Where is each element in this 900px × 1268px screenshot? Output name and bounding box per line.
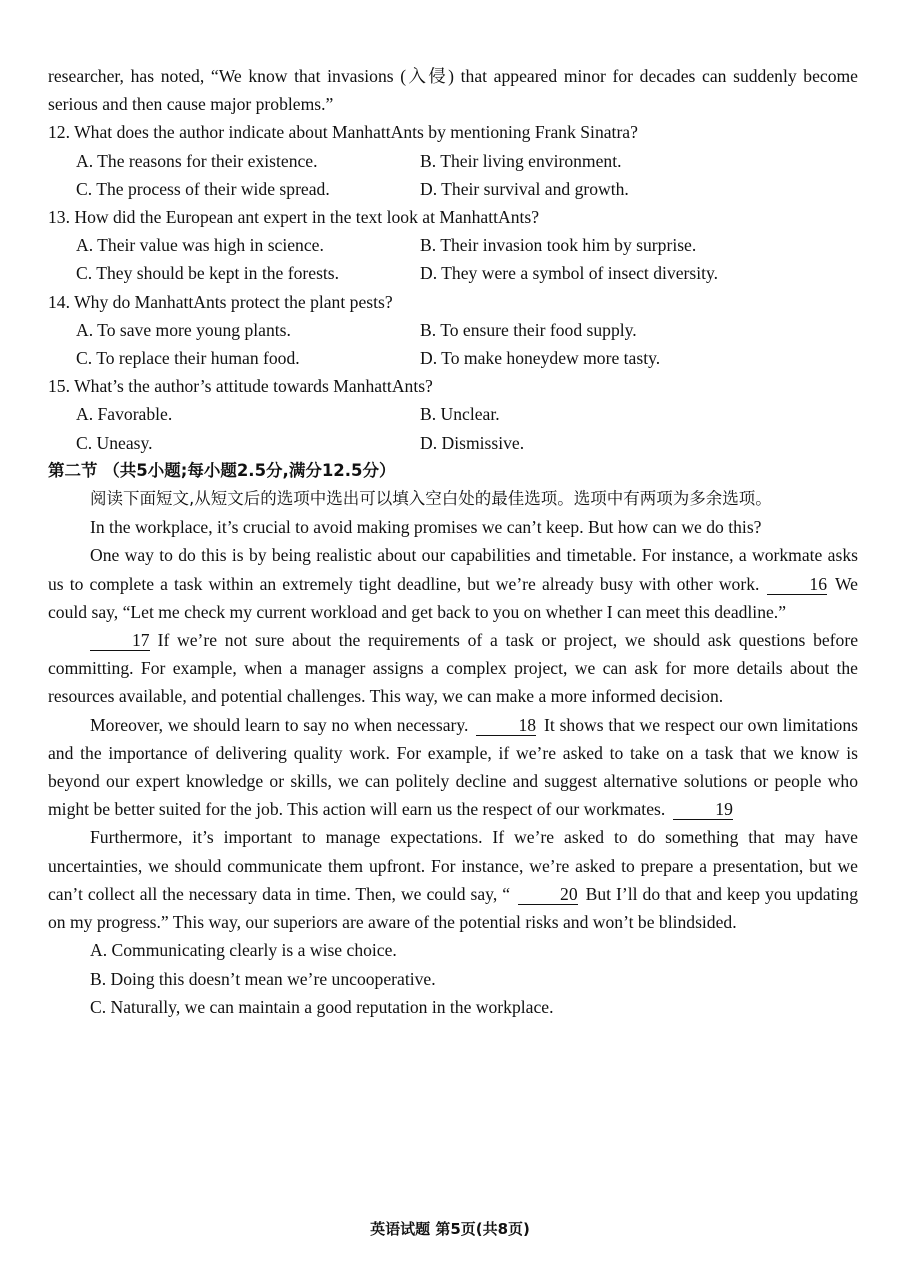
option-b: B. Unclear. (420, 404, 500, 425)
paragraph-text: Furthermore, it’s important to manage expectations. If we’re asked to do something that may have uncertainties, we should communicate them upfront. For instance, we’re asked to prepare a presentation, but we can’t collect all the necessary data in time. Then, we could say, (48, 827, 858, 904)
section-title: 第二节 （共5小题;每小题2.5分,满分12.5分） (48, 460, 396, 480)
quote-mark: “ (502, 883, 511, 904)
paragraph-text: One way to do this is by being realistic about our capabilities and timetable. For instance, a workmate asks us to complete a task within an extremely tight deadline, but we’re already busy with other work. (48, 545, 858, 594)
option-b: B. To ensure their food supply. (420, 319, 637, 340)
option-d: D. To make honeydew more tasty. (420, 348, 661, 369)
question-14 (48, 288, 858, 373)
choice-a: A. Communicating clearly is a wise choice. (90, 940, 397, 961)
option-c: C. The process of their wide spread. (76, 178, 330, 199)
exam-page (48, 62, 858, 1021)
option-d: D. They were a symbol of insect diversity. (420, 263, 719, 284)
blank-19: 19 (673, 799, 733, 820)
choice-b: B. Doing this doesn’t mean we’re uncooperative. (90, 968, 436, 989)
question-stem: 14. Why do ManhattAnts protect the plant pests? (48, 291, 393, 312)
passage-paragraph-2 (48, 541, 858, 626)
blank-17: 17 (90, 630, 150, 651)
blank-20: 20 (518, 884, 578, 905)
option-a: A. Their value was high in science. (76, 235, 324, 256)
option-a: A. To save more young plants. (76, 319, 291, 340)
paragraph-text: But I’ll do that and keep you updating on my progress.” This way, our superiors are aware of the potential risks and won’t be blindsided. (48, 883, 858, 933)
option-a: A. The reasons for their existence. (76, 150, 318, 171)
page-footer: 英语试题 第5页(共8页) (370, 1220, 530, 1238)
option-a: A. Favorable. (76, 404, 173, 425)
paragraph-text: It shows that we respect our own limitations and the importance of delivering quality work. For example, if we’re asked to take on a task that we know is beyond our expert knowledge or skills, we can politely decline and suggest alternative solutions or people who might be better suited for the job. This action will earn us the respect of our workmates. (48, 714, 859, 820)
option-d: D. Their survival and growth. (420, 178, 629, 199)
passage-paragraph-1: In the workplace, it’s crucial to avoid making promises we can’t keep. But how can we do this? (90, 517, 762, 538)
passage-paragraph-4 (48, 711, 858, 824)
option-c: C. Uneasy. (76, 432, 153, 453)
paragraph-text: We could say, “Let me check my current workload and get back to you on whether I can meet this deadline.” (48, 573, 858, 622)
option-b: B. Their invasion took him by surprise. (420, 235, 697, 256)
question-12 (48, 118, 858, 203)
passage-paragraph-3 (48, 626, 858, 711)
passage-paragraph-5 (48, 823, 858, 936)
option-c: C. To replace their human food. (76, 348, 300, 369)
paragraph-text: If we’re not sure about the requirements of a task or project, we should ask questions before committing. For example, when a manager assigns a complex project, we can ask for more details about the resources available, and potential challenges. This way, we can make a more informed decision. (48, 630, 858, 707)
option-d: D. Dismissive. (420, 432, 525, 453)
question-stem: 15. What’s the author’s attitude towards ManhattAnts? (48, 376, 433, 397)
blank-16: 16 (767, 574, 827, 595)
option-b: B. Their living environment. (420, 150, 622, 171)
blank-18: 18 (476, 715, 536, 736)
question-13 (48, 203, 858, 288)
question-stem: 13. How did the European ant expert in the text look at ManhattAnts? (48, 207, 540, 228)
option-c: C. They should be kept in the forests. (76, 263, 340, 284)
choice-c: C. Naturally, we can maintain a good reputation in the workplace. (90, 996, 554, 1017)
passage-continuation: researcher, has noted, “We know that invasions (入侵) that appeared minor for decades can suddenly become serious and then cause major problems.” (48, 66, 858, 115)
paragraph-text: Moreover, we should learn to say no when necessary. (90, 714, 469, 735)
question-15 (48, 372, 858, 457)
question-stem: 12. What does the author indicate about ManhattAnts by mentioning Frank Sinatra? (48, 122, 638, 143)
section-instruction: 阅读下面短文,从短文后的选项中选出可以填入空白处的最佳选项。选项中有两项为多余选项。 (90, 489, 772, 509)
